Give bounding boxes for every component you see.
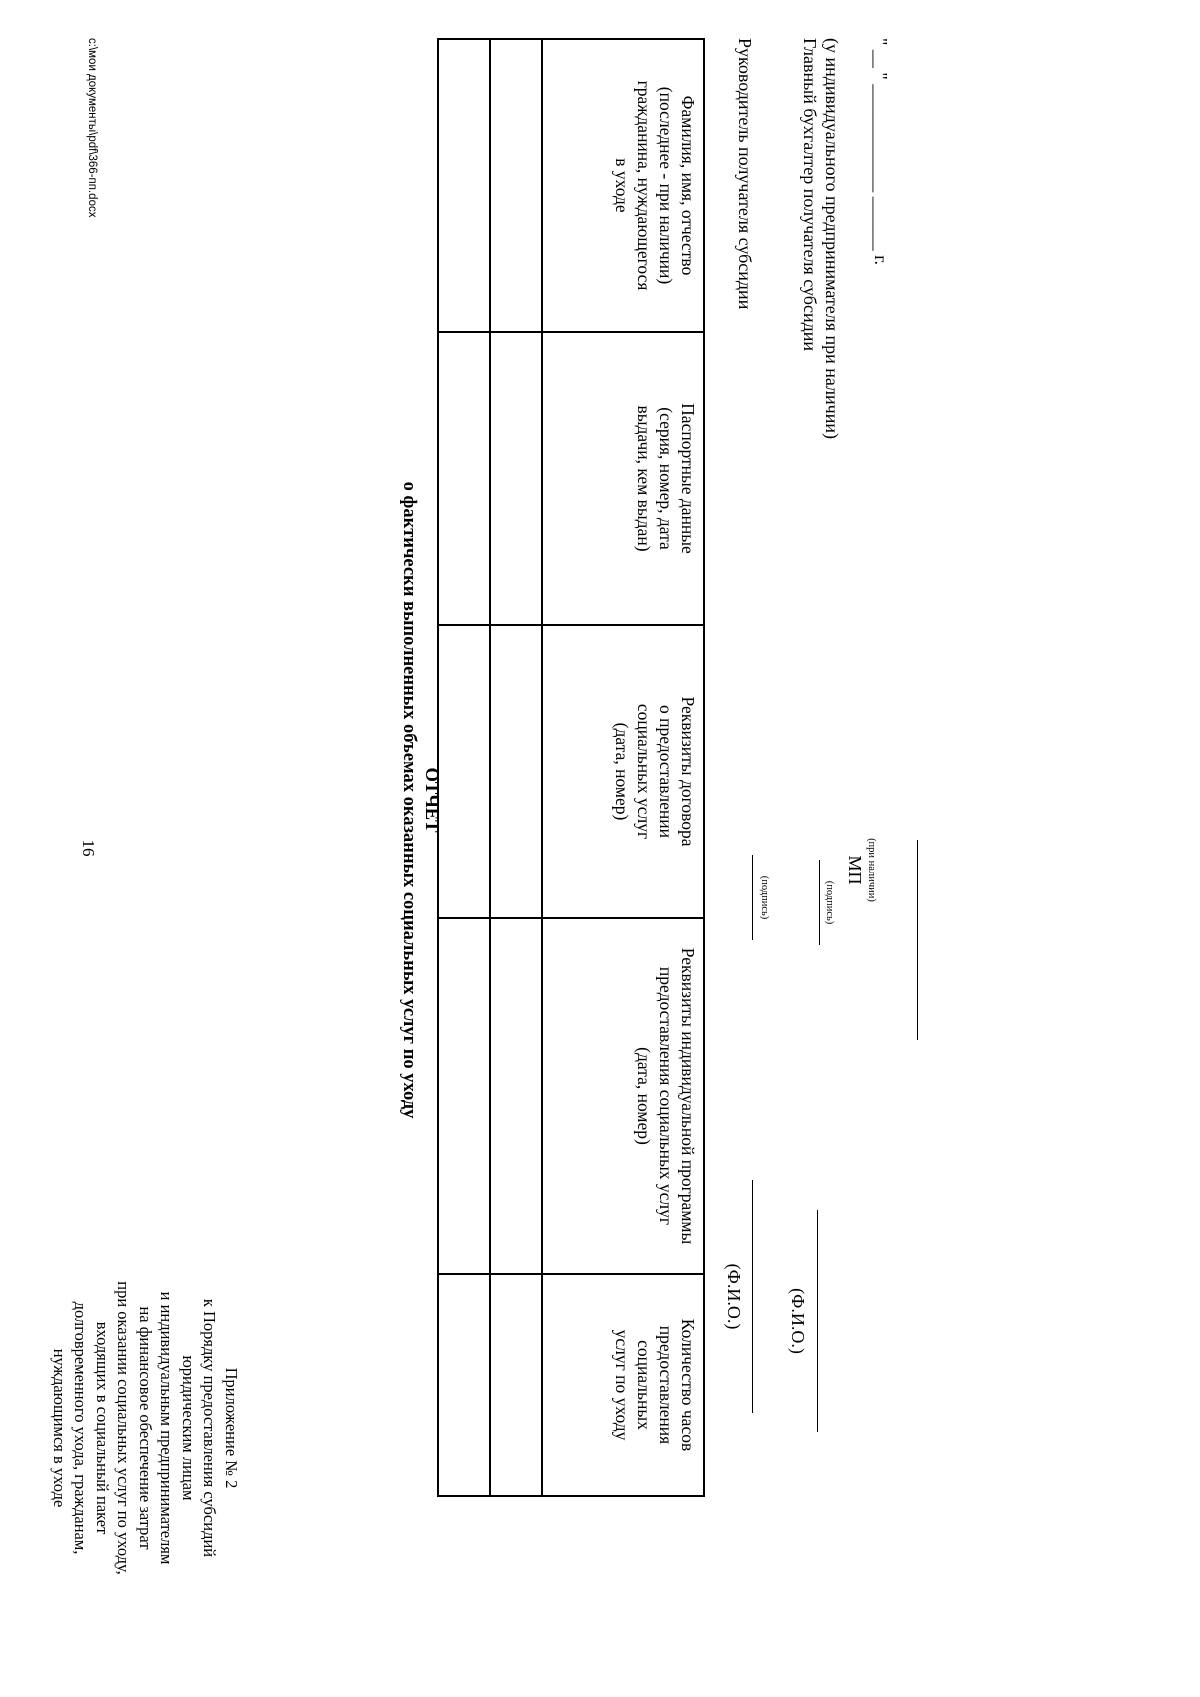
header-cell-hours: Количество часов предоставления социальных услуг по уходу — [542, 1274, 704, 1496]
header-cell-fio: Фамилия, имя, отчество (последнее - при наличии) гражданина, нуждающегося в уходе — [542, 39, 704, 332]
accountant-label: Главный бухгалтер получателя субсидии — [800, 38, 820, 352]
accountant-signature-caption: (подпись) — [824, 880, 835, 925]
appendix-line: входящих в социальный пакет — [93, 1321, 112, 1535]
report-table — [437, 38, 705, 1497]
head-signature-caption: (подпись) — [759, 875, 770, 920]
footer-path: c:\мои документы\pdf\366-пп.docx — [86, 38, 98, 218]
table-cell — [490, 625, 542, 918]
head-label: Руководитель получателя субсидии — [735, 38, 755, 310]
table-cell — [438, 1274, 490, 1496]
accountant-signature-line — [819, 860, 820, 945]
table-row — [490, 39, 542, 1496]
table-row — [438, 39, 490, 1496]
table-cell — [438, 625, 490, 918]
accountant-label-note: (у индивидуального предпринимателя при наличии) — [822, 38, 842, 439]
header-cell-program: Реквизиты индивидуальной программы предоставления социальных услуг (дата, номер) — [542, 918, 704, 1274]
header-cell-passport: Паспортные данные (серия, номер, дата выдачи, кем выдан) — [542, 332, 704, 625]
report-title-sub: о фактически выполненных объемах оказанных социальных услуг по уходу — [399, 481, 419, 1119]
table-header-row — [542, 39, 704, 1496]
accountant-name-line — [817, 1210, 818, 1432]
head-name-caption: (Ф.И.О.) — [724, 1263, 744, 1330]
accountant-name-caption: (Ф.И.О.) — [788, 1288, 808, 1354]
appendix-line: Приложение № 2 — [222, 1367, 241, 1489]
appendix-line: нуждающимся в уходе — [50, 1348, 69, 1508]
table-cell — [490, 332, 542, 625]
stamp-label: МП — [845, 855, 865, 885]
report-title — [398, 300, 442, 1300]
table-cell — [438, 918, 490, 1274]
appendix-line: на финансовое обеспечение затрат — [136, 1306, 155, 1550]
stamp-note: (при наличии) — [866, 838, 877, 902]
appendix-line: и индивидуальным предпринимателям — [157, 1291, 177, 1565]
head-name-line — [752, 1180, 753, 1413]
stamp-line — [917, 840, 918, 1040]
table-cell — [490, 918, 542, 1274]
table-cell — [438, 39, 490, 332]
appendix-line: юридическим лицам — [179, 1355, 198, 1501]
appendix-line: к Порядку предоставления субсидий — [200, 1298, 220, 1558]
table-cell — [490, 39, 542, 332]
page-number: 16 — [79, 839, 98, 857]
appendix-line: долговременного ухода, гражданам, — [71, 1301, 91, 1555]
appendix-line: при оказании социальных услуг по уходу, — [114, 1281, 134, 1575]
appendix-block — [49, 1168, 243, 1688]
head-signature-line — [752, 855, 753, 940]
header-cell-contract: Реквизиты договора о предоставлении социальных услуг (дата, номер) — [542, 625, 704, 918]
table-cell — [490, 1274, 542, 1496]
table-cell — [438, 332, 490, 625]
date-line: " __ " ____________ ______ г. — [871, 38, 891, 266]
report-title-main: ОТЧЕТ — [421, 767, 441, 833]
